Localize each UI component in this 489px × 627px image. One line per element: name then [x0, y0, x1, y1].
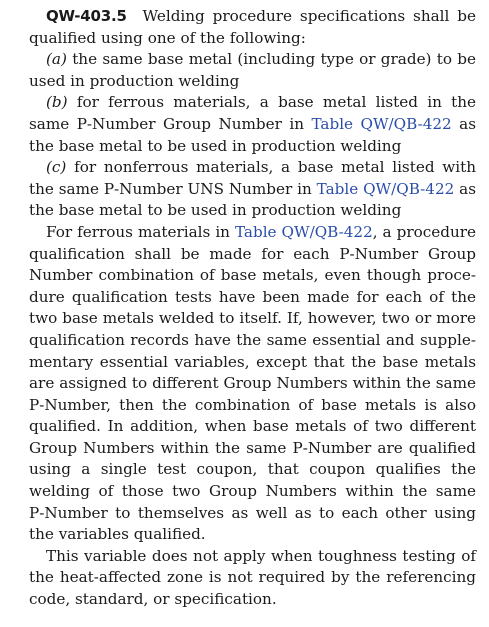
item-text-post: as the base metal to be used in production welding [29, 179, 477, 220]
body-paragraph [29, 222, 476, 546]
item-label: (c) [46, 158, 67, 177]
table-reference-link[interactable]: Table QW/QB-422 [234, 222, 373, 241]
item-text-pre: for nonferrous materials, a base metal listed with the same P‑Number UNS Number in [29, 158, 477, 198]
item-text-post: as the base metal to be used in production welding [29, 114, 477, 155]
table-reference-link[interactable]: Table QW/QB-422 [311, 114, 452, 133]
item-label: (a) [46, 50, 67, 69]
item-text: the same base metal (including type or grade) to be used in production welding [29, 50, 476, 90]
section-intro-text: Welding procedure specifications shall be qualified using one of the following: [29, 7, 476, 47]
body-text-post: , a procedure qualification shall be made for each P‑Number Group Number combination of base metals, even though procedure qualification tests have been made for each of the two base metals welded to itself. If, however, two or more qualification records have the same essential and supplementary essential variables, except that the base metals are assigned to different Group Numbers within the same P‑Number, then the combination of base metals is also qualified. In addition, when base metals of two different Group Numbers within the same P‑Number are qualified using a single test coupon, that coupon qualifies the welding of those two Group Numbers within the same P‑Number to themselves as well as to each other using the variables qualified. [29, 222, 476, 544]
item-text-pre: for ferrous materials, a base metal listed in the same P‑Number Group Number in [29, 93, 476, 133]
section-number: QW-403.5 [46, 7, 127, 25]
list-item-b [29, 92, 476, 157]
list-item-a [29, 49, 476, 92]
table-reference-link[interactable]: Table QW/QB-422 [316, 179, 455, 198]
note-text: This variable does not apply when toughness testing of the heat-affected zone is not required by the referencing code, standard, or specification. [29, 546, 476, 609]
document-page [29, 6, 476, 611]
section-intro-paragraph [29, 6, 476, 49]
list-item-c [29, 157, 476, 222]
body-text-pre: For ferrous materials in [46, 222, 230, 241]
note-paragraph [29, 546, 476, 611]
item-label: (b) [46, 93, 68, 112]
